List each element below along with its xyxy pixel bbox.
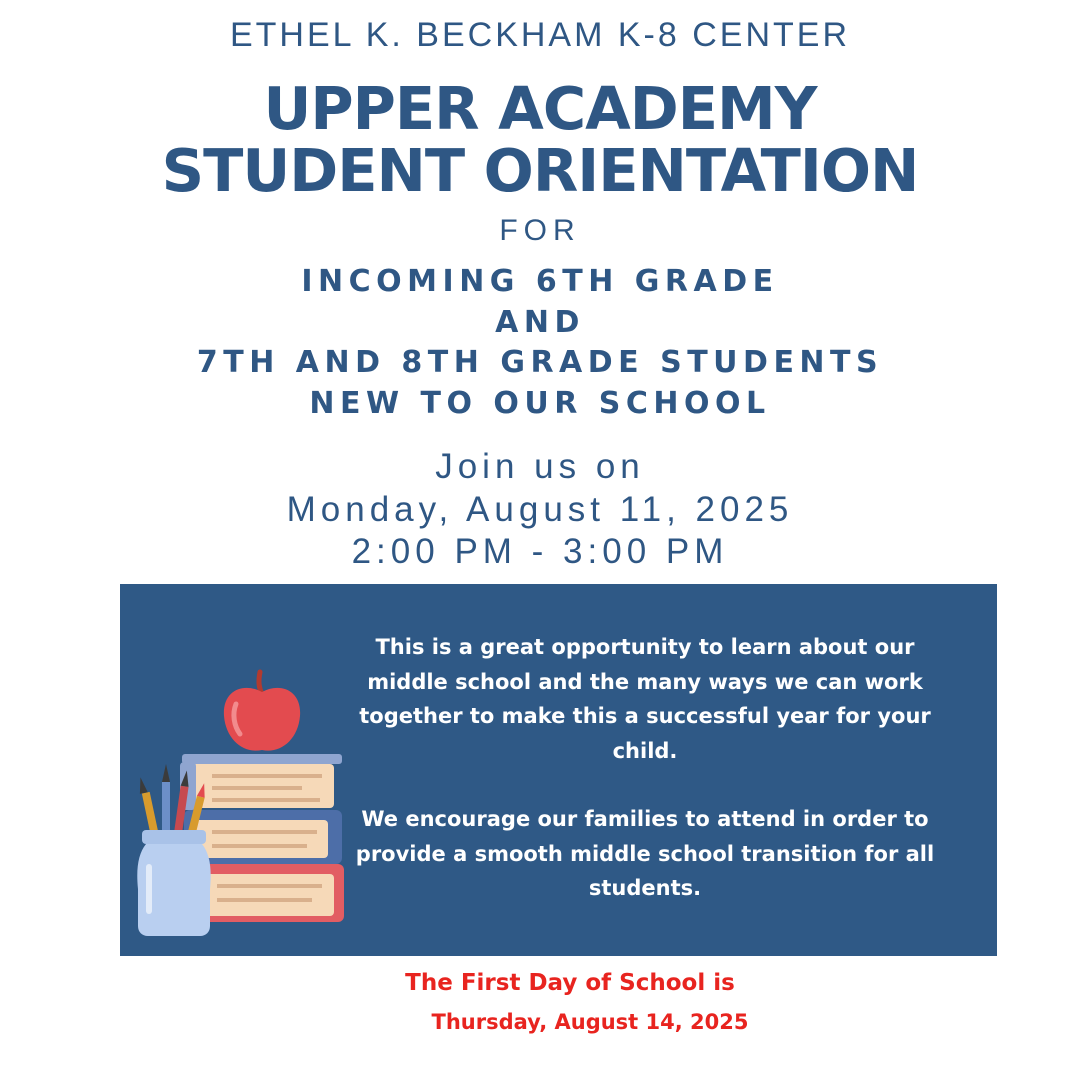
books-apple-pencils-illustration bbox=[132, 664, 347, 940]
event-time: 2:00 PM - 3:00 PM bbox=[351, 532, 729, 571]
info-panel-text bbox=[345, 630, 945, 906]
title-line-2: STUDENT ORIENTATION bbox=[161, 136, 919, 205]
audience-line-1: INCOMING 6TH GRADE bbox=[301, 264, 779, 299]
first-day-label: The First Day of School is bbox=[405, 970, 735, 996]
info-paragraph-2: We encourage our families to attend in order to provide a smooth middle school transition for all students. bbox=[355, 807, 935, 900]
for-label: FOR bbox=[499, 214, 581, 247]
book-top-icon bbox=[180, 754, 342, 810]
school-name: ETHEL K. BECKHAM K-8 CENTER bbox=[229, 16, 851, 54]
event-intro: Join us on bbox=[435, 447, 645, 486]
audience-line-3: 7TH AND 8TH GRADE STUDENTS bbox=[196, 345, 884, 380]
pencil-jar-icon bbox=[137, 830, 210, 936]
audience-line-2: AND bbox=[495, 305, 585, 340]
book-bottom-icon bbox=[194, 864, 344, 922]
first-day-date: Thursday, August 14, 2025 bbox=[431, 1010, 749, 1034]
info-paragraph-1: This is a great opportunity to learn about our middle school and the many ways we can work together to make this a successful year for your child. bbox=[359, 635, 931, 763]
title-line-1: UPPER ACADEMY bbox=[263, 74, 817, 143]
event-date: Monday, August 11, 2025 bbox=[286, 490, 794, 529]
apple-icon bbox=[224, 672, 300, 751]
audience-line-4: NEW TO OUR SCHOOL bbox=[309, 386, 771, 421]
